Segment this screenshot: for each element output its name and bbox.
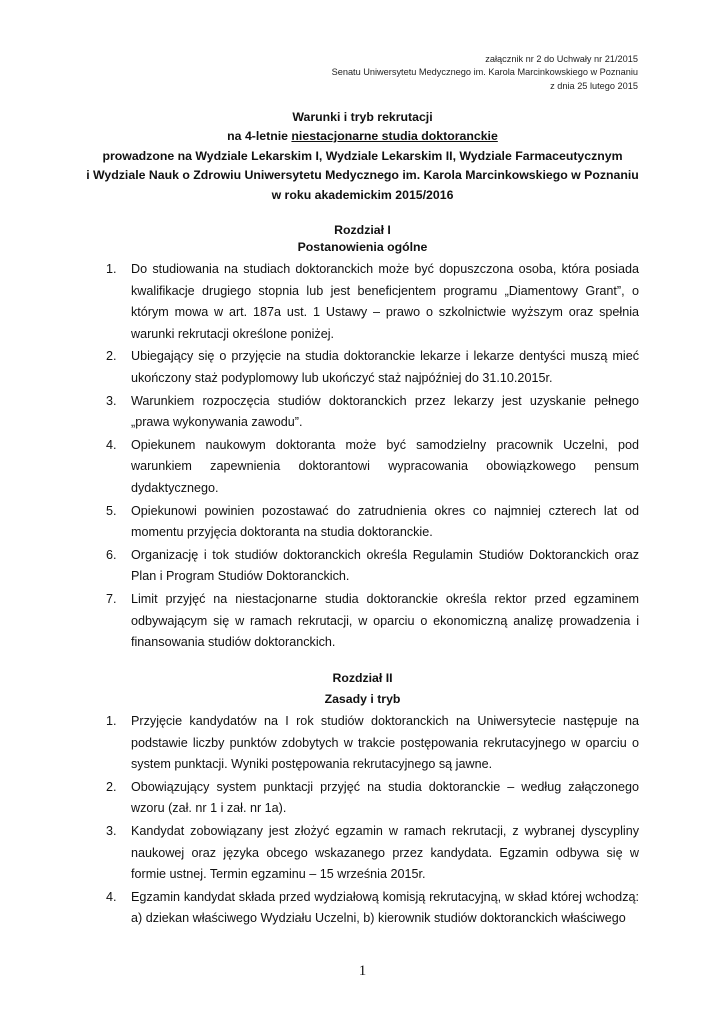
list-item bbox=[85, 346, 639, 389]
item-number: 3. bbox=[106, 393, 117, 408]
section-2-heading: Zasady i tryb bbox=[324, 692, 401, 706]
list-item bbox=[85, 589, 639, 654]
list-item bbox=[85, 821, 639, 886]
title-line-5: w roku akademickim 2015/2016 bbox=[271, 187, 454, 202]
item-text: Przyjęcie kandydatów na I rok studiów doktoranckich na Uniwersytecie następuje na podstawie liczby punktów zdobytych w trakcie postępowania rekrutacyjnego w oparciu o system punktacji. Wyniki postępowania rekrutacyjnego są jawne. bbox=[131, 714, 639, 772]
title-line-4: i Wydziale Nauk o Zdrowiu Uniwersytetu Medycznego im. Karola Marcinkowskiego w Poznaniu bbox=[86, 168, 639, 183]
item-text: Egzamin kandydat składa przed wydziałową komisją rekrutacyjną, w skład której wchodzą: a) dziekan właściwego Wydziału Uczelni, b) kierownik studiów doktoranckich właściwego bbox=[131, 889, 639, 926]
item-number: 6. bbox=[106, 547, 117, 562]
title-line-3: prowadzone na Wydziale Lekarskim I, Wydziale Lekarskim II, Wydziale Farmaceutycznym bbox=[102, 148, 623, 163]
item-number: 7. bbox=[106, 591, 117, 606]
item-text: Ubiegający się o przyjęcie na studia doktoranckie lekarze i lekarze dentyści muszą mieć ukończony staż podyplomowy lub ukończyć staż najpóźniej do 31.10.2015r. bbox=[131, 349, 639, 385]
list-item bbox=[85, 501, 639, 544]
list-item bbox=[85, 435, 639, 500]
page-number: 1 bbox=[358, 963, 367, 979]
list-item bbox=[85, 887, 639, 930]
title-underlined-phrase: niestacjonarne studia doktoranckie bbox=[291, 129, 498, 144]
section-1-chapter: Rozdział I bbox=[334, 223, 391, 237]
section-1-heading: Postanowienia ogólne bbox=[297, 240, 428, 254]
item-text: Limit przyjęć na niestacjonarne studia doktoranckie określa rektor przed egzaminem odbywającym się w ramach rekrutacji, w oparciu o ekonomiczną analizę prowadzenia i finansowania studiów doktoranckich. bbox=[131, 591, 639, 650]
header-line-3: z dnia 25 lutego 2015 bbox=[550, 80, 638, 91]
item-number: 5. bbox=[106, 503, 117, 518]
list-item bbox=[85, 259, 639, 345]
attachment-header bbox=[218, 53, 638, 93]
item-text: Obowiązujący system punktacji przyjęć na studia doktoranckie – według załączonego wzoru (zał. nr 1 i zał. nr 1a). bbox=[131, 779, 639, 816]
header-line-2: Senatu Uniwersytetu Medycznego im. Karola Marcinkowskiego w Poznaniu bbox=[331, 67, 638, 78]
item-text: Do studiowania na studiach doktoranckich może być dopuszczona osoba, która posiada kwalifikacje drugiego stopnia lub jest beneficjentem programu „Diamentowy Grant”, o którym mowa w art. 187a ust. 1 Ustawy – prawo o szkolnictwie wyższym oraz spełnia warunki rekrutacji określone poniżej. bbox=[131, 262, 639, 341]
item-number: 2. bbox=[106, 349, 117, 364]
item-text: Organizację i tok studiów doktoranckich określa Regulamin Studiów Doktoranckich oraz Plan i Program Studiów Doktoranckich. bbox=[131, 547, 639, 584]
list-item bbox=[85, 777, 639, 820]
item-number: 1. bbox=[106, 262, 117, 276]
item-text: Opiekunem naukowym doktoranta może być samodzielny pracownik Uczelni, pod warunkiem zapewnienia doktorantowi wypracowania obowiązkowego pensum dydaktycznego. bbox=[131, 437, 639, 495]
item-text: Opiekunowi powinien pozostawać do zatrudnienia okres co najmniej czterech lat od momentu przyjęcia doktoranta na studia doktoranckie. bbox=[131, 503, 639, 540]
item-number: 1. bbox=[106, 714, 117, 728]
document-title bbox=[60, 108, 665, 205]
section-2-list bbox=[85, 711, 639, 931]
list-item bbox=[85, 545, 639, 588]
list-item bbox=[85, 391, 639, 434]
item-text: Kandydat zobowiązany jest złożyć egzamin w ramach rekrutacji, z wybranej dyscypliny naukowej oraz języka obcego wskazanego przez kandydata. Egzamin odbywa się w formie ustnej. Termin egzaminu – 15 września 2015r. bbox=[131, 823, 639, 882]
item-number: 2. bbox=[106, 779, 117, 794]
item-text: Warunkiem rozpoczęcia studiów doktoranckich przez lekarzy jest uzyskanie pełnego „prawa wykonywania zawodu”. bbox=[131, 393, 639, 430]
item-number: 3. bbox=[106, 823, 117, 838]
item-number: 4. bbox=[106, 889, 117, 904]
header-line-1: załącznik nr 2 do Uchwały nr 21/2015 bbox=[485, 54, 638, 64]
section-2-chapter: Rozdział II bbox=[332, 671, 393, 685]
list-item bbox=[85, 711, 639, 776]
title-line-2-prefix: na 4-letnie bbox=[227, 129, 292, 144]
title-line-1: Warunki i tryb rekrutacji bbox=[292, 110, 433, 124]
item-number: 4. bbox=[106, 437, 117, 452]
section-1-list bbox=[85, 259, 639, 655]
title-line-2 bbox=[60, 127, 665, 146]
